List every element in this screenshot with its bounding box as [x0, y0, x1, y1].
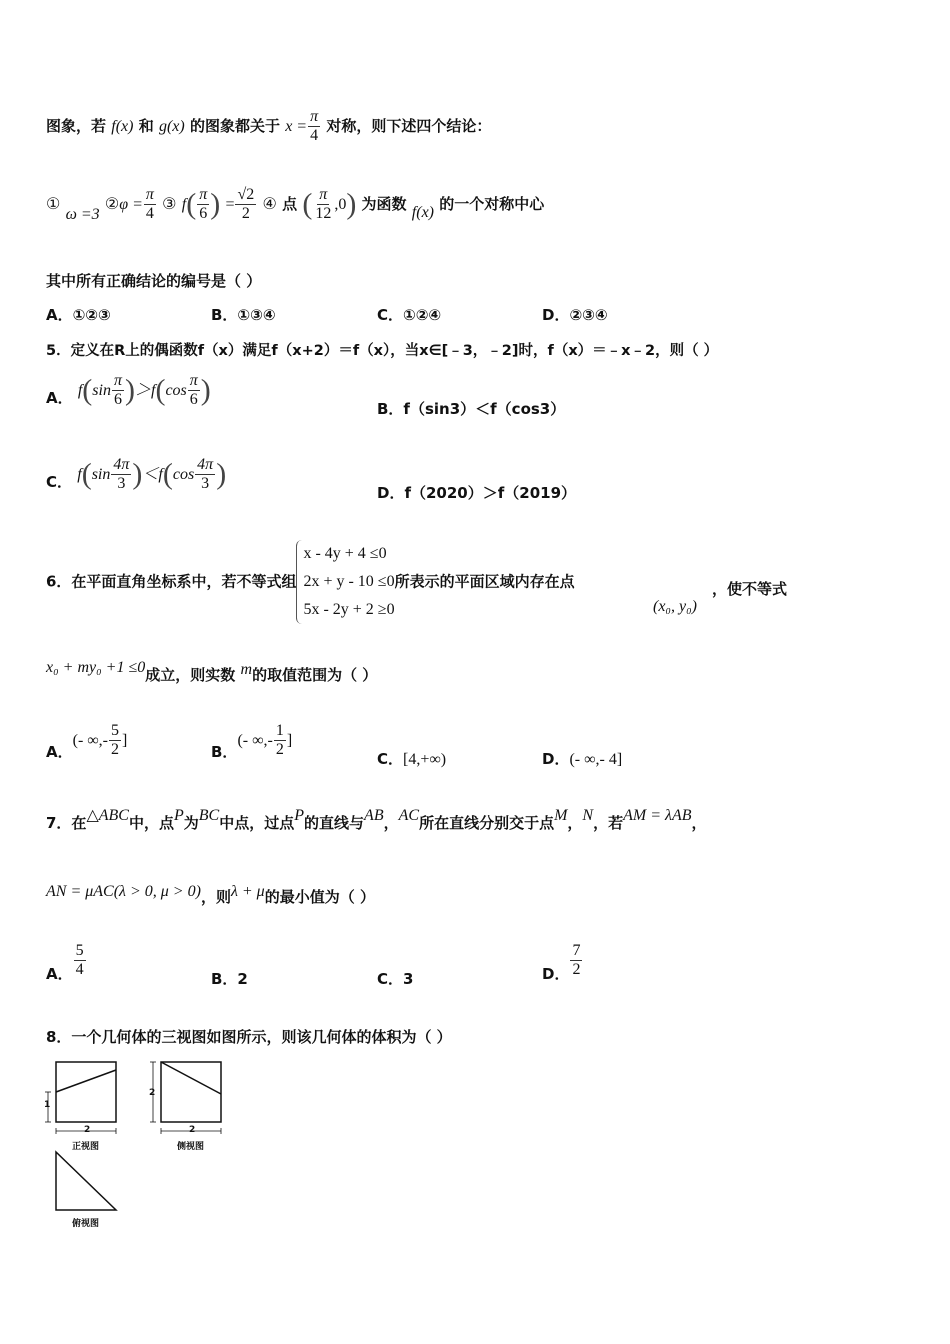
conclusion-1-marker: ①: [46, 196, 61, 213]
intro-line: [46, 108, 491, 145]
q6-point: (x₀, y₀): [653, 598, 697, 615]
top-view: [56, 1152, 116, 1210]
q6-option-b[interactable]: B．(- ∞,- $\frac{1}{2}$ ]: [211, 722, 293, 761]
q7-option-d[interactable]: D． $\frac{7}{2}$: [542, 942, 581, 983]
q4-stem: 其中所有正确结论的编号是（ ）: [46, 272, 262, 290]
inequality-system: x - 4y + 4 ≤0 2x + y - 10 ≤0 5x - 2y + 2 ≥0: [296, 540, 394, 624]
q6-option-a[interactable]: A．(- ∞,- $\frac{5}{2}$ ]: [46, 722, 128, 761]
front-dim-width-label: 2: [84, 1125, 91, 1135]
c4-text: 为函数: [361, 195, 407, 213]
side-view-label: 侧视图: [177, 1142, 205, 1152]
sqrt2-over-2: $\frac{√2}{2}$: [237, 186, 255, 222]
q4-option-d[interactable]: D．②③④: [542, 306, 608, 324]
q6-stem-line: [46, 540, 575, 624]
intro-text-4: 对称，则下述四个结论：: [326, 117, 492, 135]
c3-f: f: [181, 196, 187, 213]
intro-text-2: 和: [138, 117, 154, 135]
q4-option-c[interactable]: C．①②④: [377, 306, 442, 324]
x-eq: x =: [285, 118, 308, 135]
q7-stem-line: 7．在△ABC中，点P为BC中点，过点P的直线与AB，AC所在直线分别交于点M，N，若AM = λAB，: [46, 807, 707, 832]
conclusion-3-marker: ③: [162, 196, 177, 213]
q4-option-b[interactable]: B．①③④: [211, 306, 276, 324]
c4-fx: f(x): [411, 204, 434, 221]
q6-stem-4: 成立，则实数: [145, 666, 236, 684]
q7-stem-line-2: AN = μAC(λ > 0, μ > 0)，则λ + μ的最小值为（ ）: [46, 883, 375, 906]
fx-expr: f(x): [111, 118, 134, 135]
q7-option-c[interactable]: C．3: [377, 970, 414, 988]
q6-stem-3: ，使不等式: [712, 580, 788, 598]
intro-text-1: 图象，若: [46, 117, 107, 135]
conclusion-4-marker: ④: [262, 196, 277, 213]
c4-point-word: 点: [282, 195, 298, 213]
q4-option-a[interactable]: A．①②③: [46, 306, 111, 324]
phi-frac: $\frac{\pi}{4}$: [145, 186, 154, 222]
c4-frac: $\frac{\pi}{12}$: [315, 186, 332, 222]
q8-stem: 8．一个几何体的三视图如图所示，则该几何体的体积为（ ）: [46, 1028, 452, 1046]
three-view-figure: [40, 1054, 240, 1234]
front-view: [56, 1062, 116, 1122]
q6-option-d[interactable]: D．(- ∞,- 4]: [542, 750, 623, 768]
q5-option-d[interactable]: D．f（2020）＞f（2019）: [377, 484, 576, 502]
c3-eq: =: [225, 196, 235, 213]
phi-expr: φ =: [119, 196, 143, 213]
c3-frac: $\frac{\pi}{6}$: [199, 186, 208, 222]
side-dim-height-label: 2: [149, 1088, 156, 1098]
side-dim-width-label: 2: [189, 1125, 196, 1135]
q5-option-c[interactable]: C． f(sin $\frac{4\pi}{3}$ )＜f(cos $\frac{4\pi}{3}$ ): [46, 456, 227, 492]
q6-stem-1: 6．在平面直角坐标系中，若不等式组: [46, 572, 297, 591]
q6-condition: x₀ + my₀ +1 ≤0: [46, 659, 146, 676]
q7-option-a[interactable]: A． $\frac{5}{4}$: [46, 942, 84, 983]
c4-end: 的一个对称中心: [439, 195, 545, 213]
omega-expr: ω =3: [65, 206, 100, 223]
q5-stem: 5．定义在R上的偶函数f（x）满足f（x+2）＝f（x），当x∈[﹣3，﹣2]时，f（x）＝﹣x﹣2，则（ ）: [46, 343, 719, 359]
q5-option-a[interactable]: A． f(sin $\frac{\pi}{6}$ )＞f(cos $\frac{\pi}{6}$ ): [46, 372, 211, 408]
front-view-label: 正视图: [72, 1142, 100, 1152]
front-dim-height-label: 1: [44, 1100, 51, 1110]
gx-expr: g(x): [158, 118, 185, 135]
side-view: [161, 1062, 221, 1122]
q6-m: m: [240, 661, 253, 678]
q6-cond-line: [46, 659, 378, 685]
q5-option-b[interactable]: B．f（sin3）＜f（cos3）: [377, 400, 566, 418]
q7-option-b[interactable]: B．2: [211, 970, 248, 988]
intro-text-3: 的图象都关于: [189, 117, 280, 135]
q6-stem-2: 所表示的平面区域内存在点: [394, 572, 575, 591]
q6-option-c[interactable]: C．[4,+∞): [377, 750, 447, 768]
q6-stem-5: 的取值范围为（ ）: [252, 666, 378, 684]
conclusion-2-marker: ②: [104, 196, 120, 213]
top-view-label: 俯视图: [72, 1219, 100, 1229]
conclusions-line: ① ω =3 ②φ = $\frac{\pi}{4}$ ③ f( $\frac{\pi}{6}$ ) = $\frac{√2}{2}$ ④ 点 ( $\frac{\pi}{12}$ ,0) 为函数 f(x) 的一个对称中心: [46, 186, 545, 223]
pi-over-4: $\frac{\pi}{4}$: [310, 108, 319, 144]
c4-tail: ,0: [334, 196, 347, 213]
